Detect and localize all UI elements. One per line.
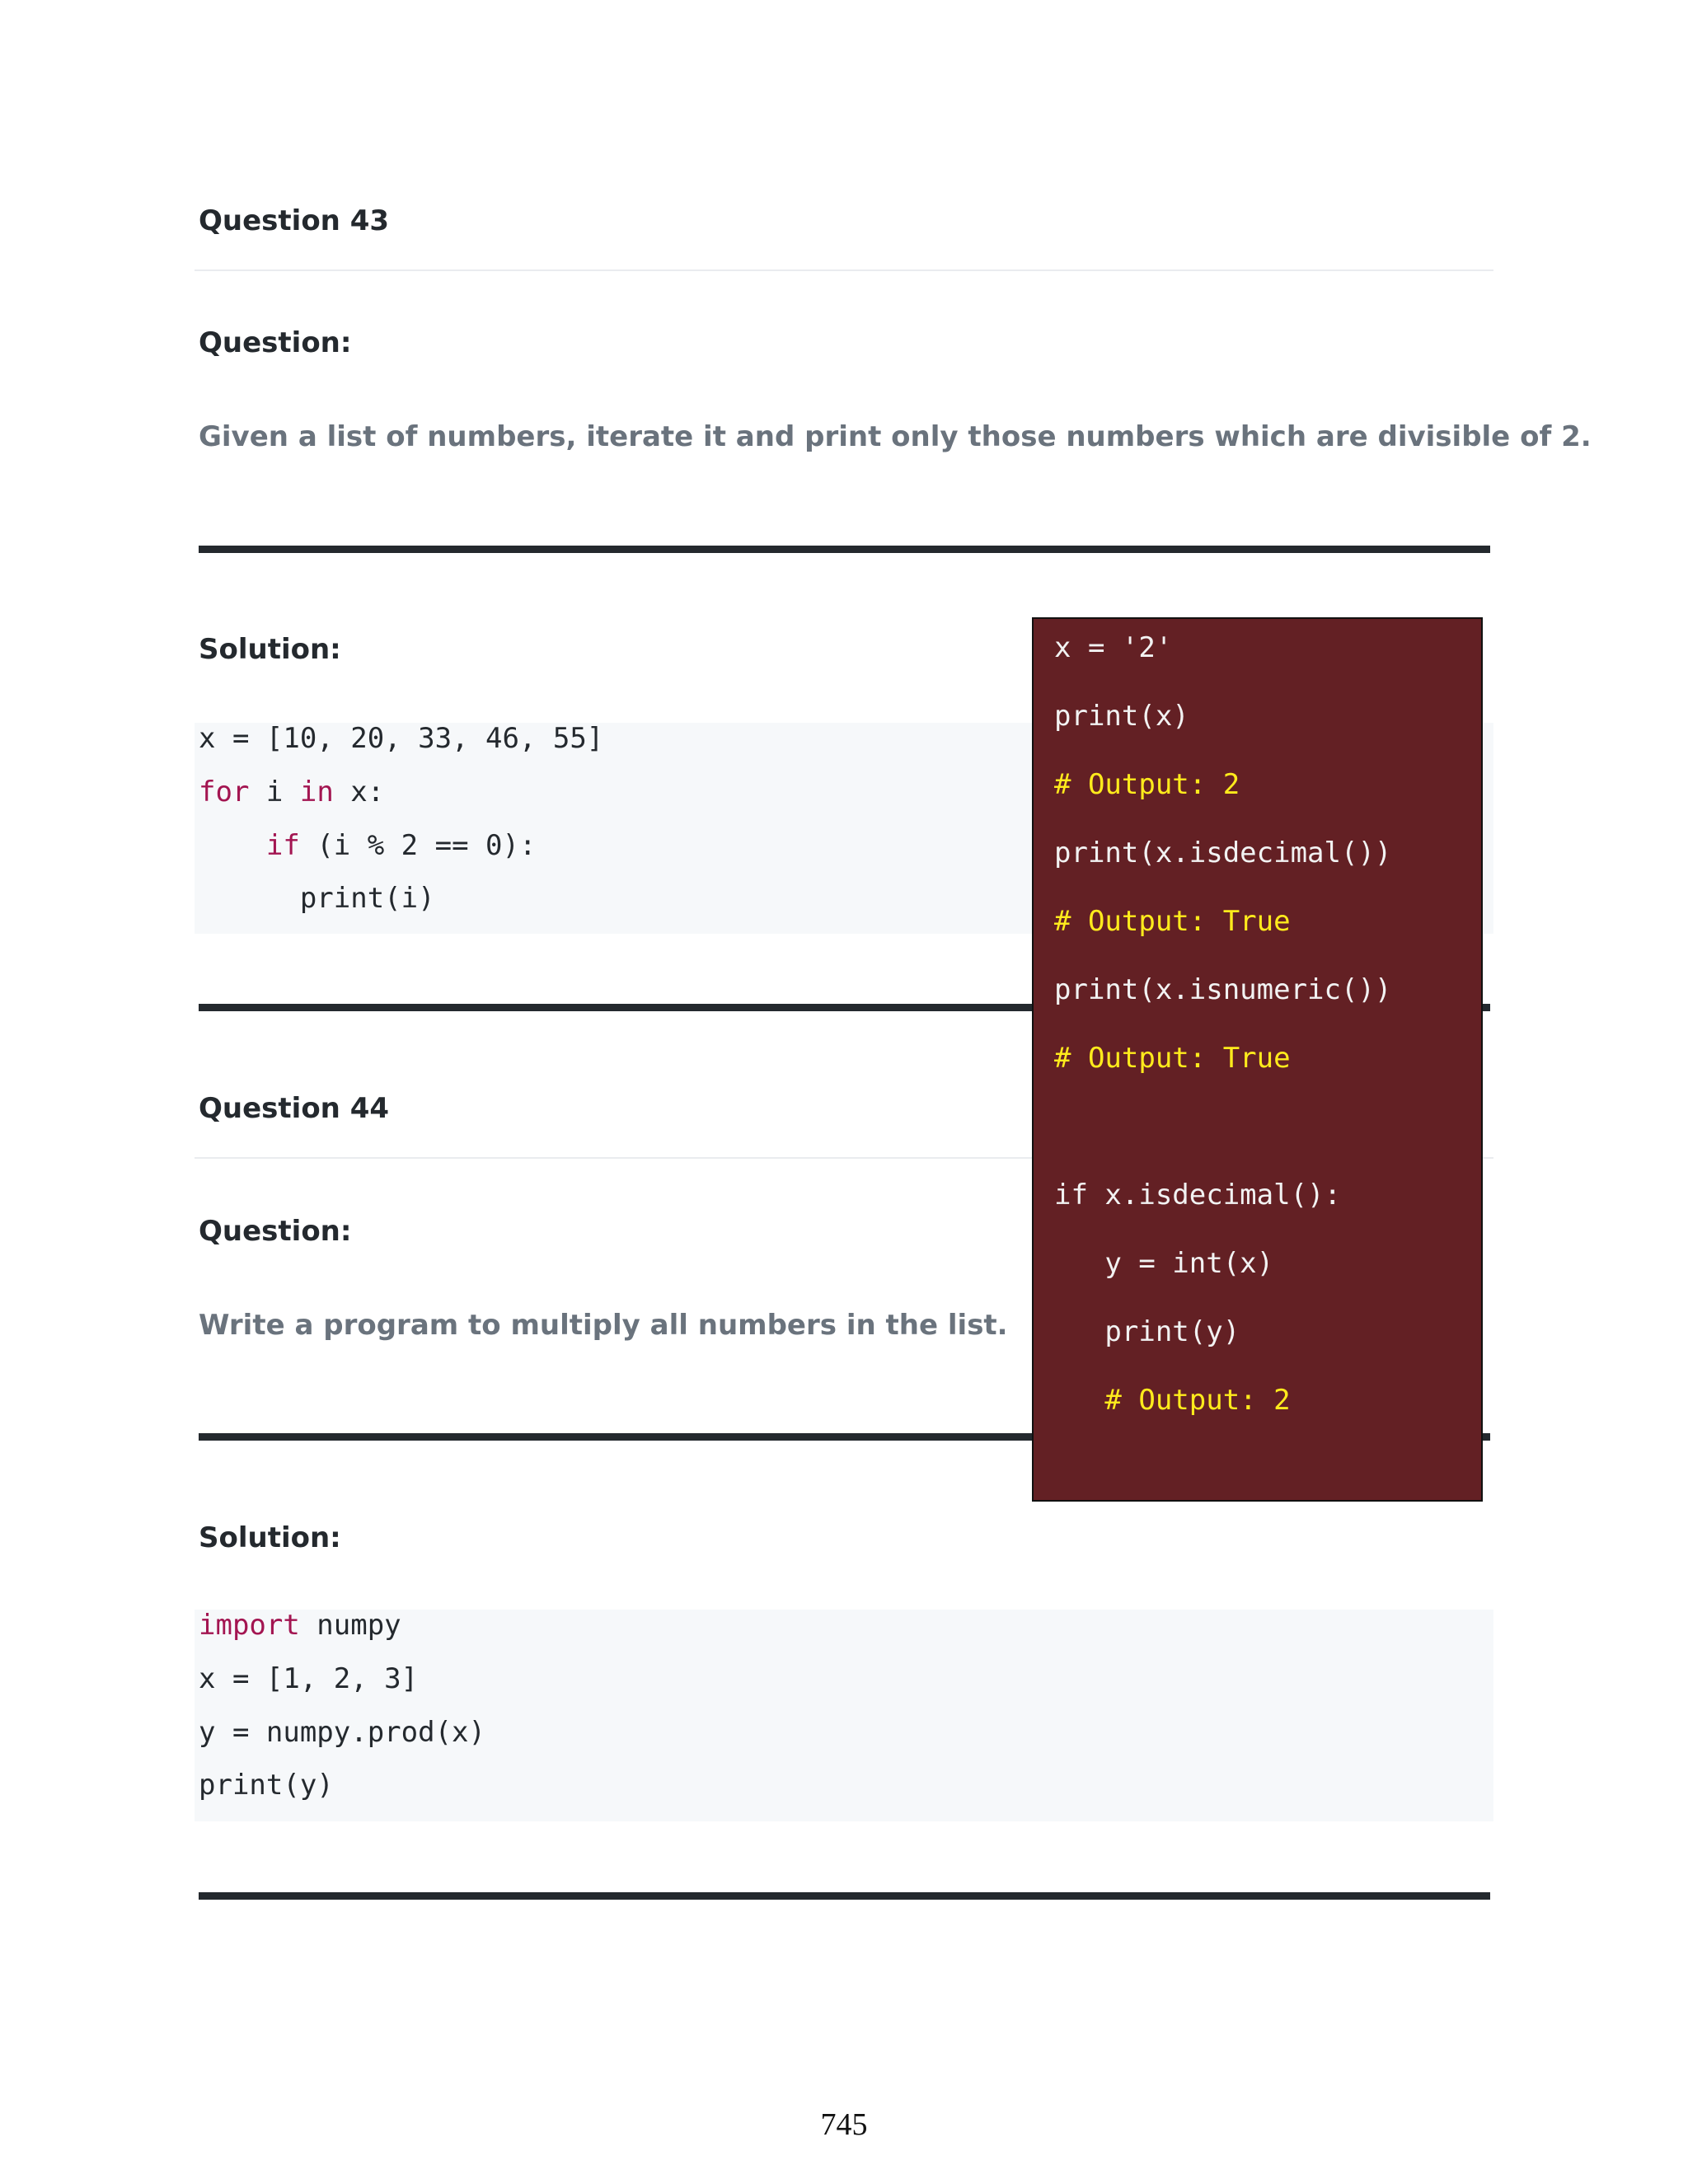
code-line: print(i)	[199, 882, 435, 915]
code-text: x:	[333, 776, 385, 808]
code-line	[199, 1609, 401, 1642]
code-text: numpy	[299, 1609, 401, 1642]
overlay-comment-line: # Output: 2	[1054, 768, 1240, 801]
overlay-code-line: print(x)	[1054, 700, 1189, 733]
section-divider	[199, 546, 1490, 553]
overlay-code-line: print(x.isnumeric())	[1054, 973, 1392, 1006]
code-keyword: import	[199, 1609, 300, 1642]
code-keyword: if	[265, 829, 300, 862]
heading-divider	[195, 269, 1493, 271]
question-text: Given a list of numbers, iterate it and print only those numbers which are divisible of 2.	[199, 420, 1592, 453]
code-line: y = numpy.prod(x)	[199, 1716, 485, 1749]
section-divider	[199, 1892, 1490, 1900]
code-keyword: for	[199, 776, 250, 808]
code-line: x = [10, 20, 33, 46, 55]	[199, 722, 604, 755]
question-text: Write a program to multiply all numbers in the list.	[199, 1309, 1008, 1342]
overlay-comment-line: # Output: True	[1054, 905, 1291, 938]
overlay-code-line: print(x.isdecimal())	[1054, 837, 1392, 869]
overlay-code-line: x = '2'	[1054, 631, 1173, 664]
question-label: Question:	[199, 1215, 352, 1248]
question-43-heading: Question 43	[199, 204, 390, 237]
page-number: 745	[820, 2107, 868, 2142]
overlay-code-line: print(y)	[1054, 1315, 1240, 1348]
question-44-heading: Question 44	[199, 1092, 390, 1125]
code-text: (i % 2 == 0):	[299, 829, 537, 862]
overlay-code-line: if x.isdecimal():	[1054, 1179, 1341, 1212]
code-line	[199, 829, 536, 862]
code-line	[199, 776, 384, 808]
overlay-code-line: y = int(x)	[1054, 1247, 1274, 1280]
solution-label: Solution:	[199, 633, 341, 666]
code-keyword: in	[299, 776, 334, 808]
question-label: Question:	[199, 326, 352, 359]
overlay-comment-line: # Output: True	[1054, 1042, 1291, 1075]
overlay-comment-line: # Output: 2	[1054, 1384, 1291, 1417]
code-line: print(y)	[199, 1769, 334, 1802]
code-indent	[199, 829, 266, 862]
code-text: i	[249, 776, 300, 808]
solution-label: Solution:	[199, 1521, 341, 1554]
code-line: x = [1, 2, 3]	[199, 1662, 419, 1695]
